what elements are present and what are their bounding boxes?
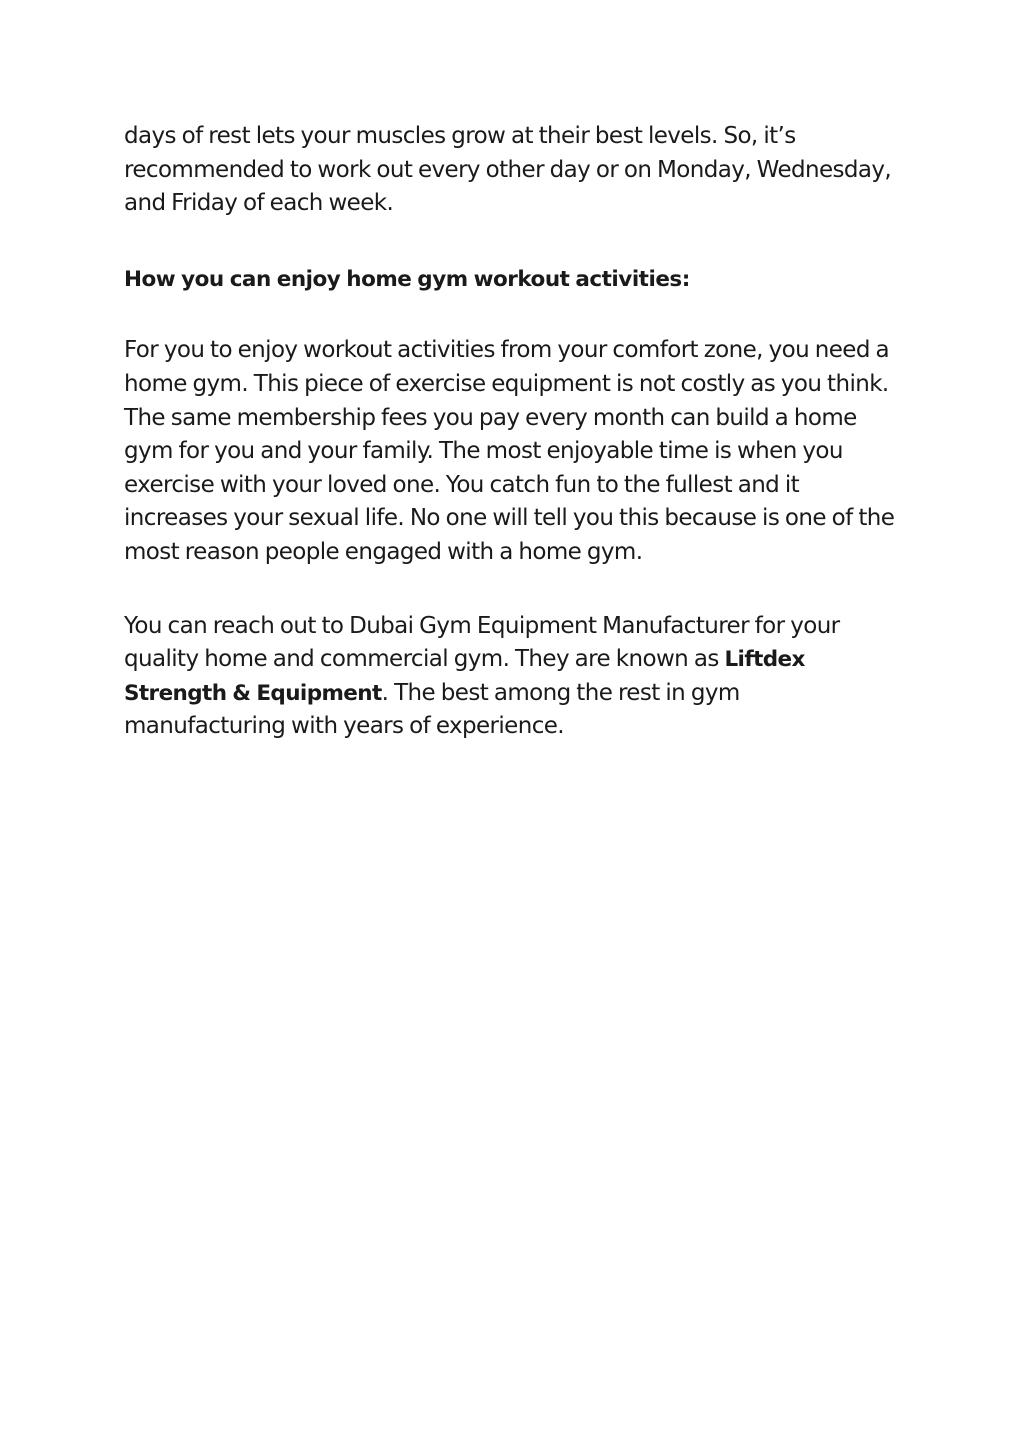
section-heading: How you can enjoy home gym workout activities: — [124, 266, 690, 292]
home-gym-paragraph: For you to enjoy workout activities from your comfort zone, you need a home gym. This piece of exercise equipment is not costly as you think. The same membership fees you pay every month can build a home gym for you and your family. The most enjoyable time is when you exercise with your loved one. You catch fun to the fullest and it increases your sexual life. No one will tell you this because is one of the most reason people engaged with a home gym. — [124, 337, 895, 565]
manufacturer-text-before: You can reach out to Dubai Gym Equipment Manufacturer for your quality home and commercial gym. They are known as — [124, 612, 840, 673]
intro-paragraph: days of rest lets your muscles grow at their best levels. So, it’s recommended to work out every other day or on Monday, Wednesday, and Friday of each week. — [124, 123, 892, 217]
manufacturer-paragraph — [124, 610, 904, 744]
manufacturer-text-after: . The best among the rest in gym manufacturing with years of experience. — [124, 679, 740, 740]
brand-name: Liftdex Strength & Equipment — [124, 647, 805, 706]
document-body — [124, 120, 904, 744]
